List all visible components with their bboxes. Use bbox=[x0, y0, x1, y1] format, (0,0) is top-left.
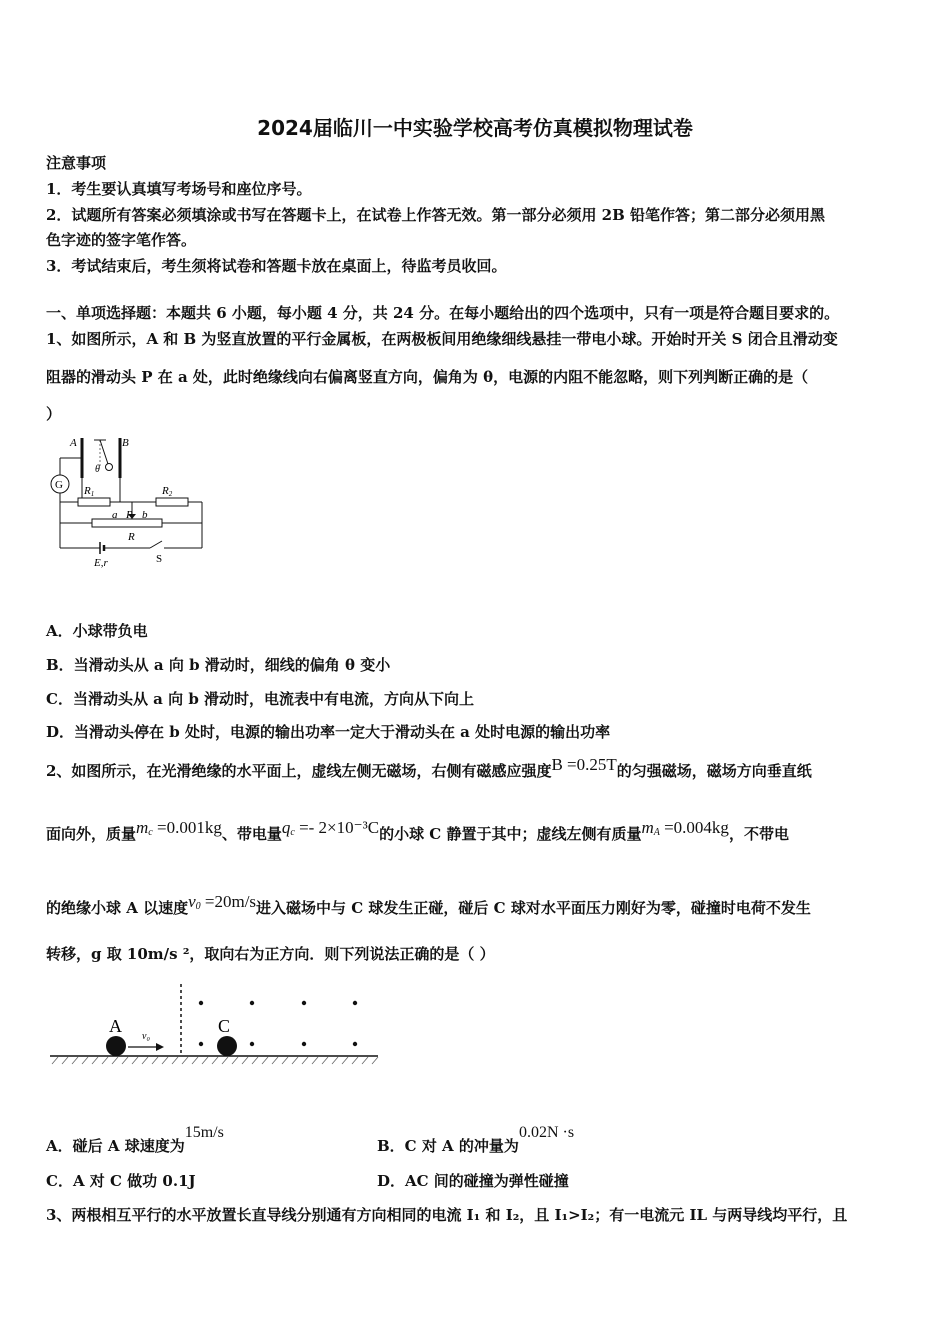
notice-item: 2．试题所有答案必须填涂或书写在答题卡上，在试卷上作答无效。第一部分必须用 2B 铅笔作答；第二部分必须用黑 bbox=[46, 206, 826, 224]
plate-a-label: A bbox=[70, 437, 77, 449]
q1-stem-line: ） bbox=[46, 405, 62, 423]
q1-option: C．当滑动头从 a 向 b 滑动时，电流表中有电流，方向从下向上 bbox=[46, 690, 475, 708]
q2-stem-line: 转移，g 取 10m/s ²，取向右为正方向．则下列说法正确的是（ ） bbox=[46, 945, 495, 963]
notice-item: 3．考试结束后，考生须将试卷和答题卡放在桌面上，待监考员收回。 bbox=[46, 257, 507, 275]
p-label: P bbox=[126, 509, 133, 521]
r2-label: R2 bbox=[162, 485, 173, 498]
switch-label: S bbox=[156, 553, 163, 565]
plate-b-label: B bbox=[122, 437, 129, 449]
a-label: a bbox=[112, 509, 118, 521]
velocity-label: v₀ bbox=[142, 1031, 150, 1042]
source-label: E,r bbox=[94, 557, 108, 569]
r1-label: R1 bbox=[84, 485, 95, 498]
q2-stem-line: 的绝缘小球 A 以速度$v_0 =20m/s$进入磁场中与 C 球发生正碰，碰后 C 球对水平面压力刚好为零，碰撞时电荷不发生 bbox=[46, 892, 811, 917]
q2-b-field: B =0.25T bbox=[551, 755, 617, 774]
q1-stem-line: 1、如图所示，A 和 B 为竖直放置的平行金属板，在两极板间用绝缘细线悬挂一带电小球。开始时开关 S 闭合且滑动变 bbox=[46, 330, 838, 348]
q1-option: A．小球带负电 bbox=[46, 622, 148, 640]
theta-label: θ bbox=[95, 464, 100, 475]
galvanometer-label: G bbox=[55, 479, 63, 491]
q2-collision-figure bbox=[44, 980, 384, 1070]
ball-c-label: C bbox=[218, 1016, 231, 1036]
q2-option-c: C．A 对 C 做功 0.1J bbox=[46, 1172, 196, 1190]
q2-stem-line: 面向外，质量$m_c =0.001kg$、带电量$q_c =- 2\times 10^{-3}C$的小球 C 静置于其中；虚线左侧有质量$m_A =0.004kg$，不带电 bbox=[46, 818, 789, 843]
notice-item: 色字迹的签字笔作答。 bbox=[46, 231, 197, 249]
q1-option: B．当滑动头从 a 向 b 滑动时，细线的偏角 θ 变小 bbox=[46, 656, 391, 674]
page-title: 2024届临川一中实验学校高考仿真模拟物理试卷 bbox=[257, 116, 693, 140]
notice-item: 1．考生要认真填写考场号和座位序号。 bbox=[46, 180, 312, 198]
q3-stem-line: 3、两根相互平行的水平放置长直导线分别通有方向相同的电流 I₁ 和 I₂，且 I₁>I₂；有一电流元 IL 与两导线均平行，且 bbox=[46, 1206, 848, 1224]
section-heading: 一、单项选择题：本题共 6 小题，每小题 4 分，共 24 分。在每小题给出的四个选项中，只有一项是符合题目要求的。 bbox=[46, 304, 840, 322]
b-label: b bbox=[142, 509, 148, 521]
q2-option-b: B．C 对 A 的冲量为0.02N ·s bbox=[377, 1124, 575, 1155]
q2-option-a: A．碰后 A 球速度为15m/s bbox=[46, 1124, 224, 1155]
q1-stem-line: 阻器的滑动头 P 在 a 处，此时绝缘线向右偏离竖直方向，偏角为 θ，电源的内阻不能忽略，则下列判断正确的是（ bbox=[46, 368, 809, 386]
ball-a-label: A bbox=[109, 1016, 122, 1036]
notice-heading: 注意事项 bbox=[46, 154, 107, 172]
q1-option: D．当滑动头停在 b 处时，电源的输出功率一定大于滑动头在 a 处时电源的输出功率 bbox=[46, 723, 611, 741]
q1-circuit-figure bbox=[44, 430, 214, 570]
q2-stem-line: 2、如图所示，在光滑绝缘的水平面上，虚线左侧无磁场，右侧有磁感应强度B =0.25T的匀强磁场，磁场方向垂直纸 bbox=[46, 755, 812, 780]
r-label: R bbox=[128, 531, 135, 543]
q2-option-d: D．AC 间的碰撞为弹性碰撞 bbox=[377, 1172, 569, 1190]
